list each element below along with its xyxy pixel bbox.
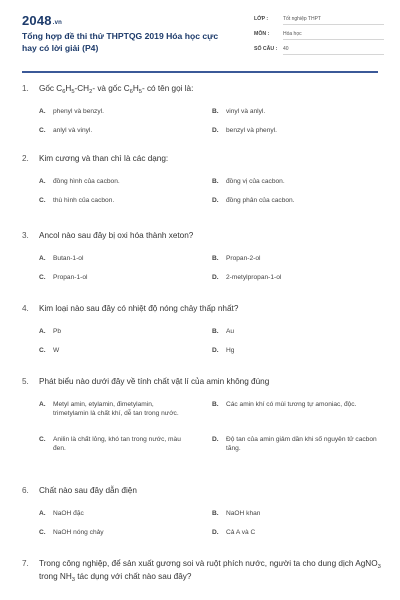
option-text: NaOH nóng chảy [53,529,104,536]
option-text: benzyl và phenyl. [226,127,277,134]
option-text: đồng phân của cacbon. [226,197,295,204]
option-letter: A. [39,108,46,115]
answer-option-a[interactable] [39,509,189,518]
option-letter: A. [39,401,46,408]
question-2 [22,153,384,204]
option-text: vinyl và anlyl. [226,108,266,115]
answer-option-a[interactable] [39,177,189,186]
option-text: Cả A và C [226,529,256,536]
question-7 [22,558,384,584]
header-divider [22,71,378,73]
option-text: phenyl và benzyl. [53,108,104,115]
option-text: Propan-1-ol [53,274,88,281]
option-letter: C. [39,529,46,536]
question-3 [22,230,384,281]
answer-option-b[interactable] [212,509,382,518]
exam-title: Tổng hợp đề thi thử THPTQG 2019 Hóa học cực hay có lời giải (P4) [22,31,219,53]
answer-option-b[interactable] [212,327,382,336]
option-text: Butan-1-ol [53,255,84,262]
question-text: Gốc $C_6H_5-CH_2-$ và gốc $C_6H_5-$ có tên gọi là: [39,84,194,95]
question-stem [22,485,384,497]
answer-option-c[interactable] [39,528,189,537]
question-stem [22,83,384,96]
question-text: Chất nào sau đây dẫn điện [39,486,137,495]
option-text: Metyl amin, etylamin, đimetylamin, trimetylamin là chất khí, dễ tan trong nước. [53,401,179,417]
option-letter: B. [212,401,219,408]
answer-option-b[interactable] [212,177,382,186]
answer-option-d[interactable] [212,273,382,282]
option-letter: B. [212,108,219,115]
option-text: thù hình của cacbon. [53,197,115,204]
option-text: W [53,347,60,354]
answer-option-c[interactable] [39,196,189,205]
answer-option-d[interactable] [212,435,382,453]
option-letter: D. [212,274,219,281]
meta-subject: MÔN : Hóa học [254,29,384,44]
question-stem [22,376,384,388]
option-letter: B. [212,510,219,517]
answer-option-d[interactable] [212,196,382,205]
option-letter: C. [39,274,46,281]
option-text: Anilin là chất lỏng, khó tan trong nước, màu đen. [53,436,181,452]
question-stem [22,153,384,165]
answer-option-a[interactable] [39,327,189,336]
question-number: 5. [22,377,29,386]
option-text: đồng hình của cacbon. [53,178,120,185]
option-letter: A. [39,255,46,262]
question-stem [22,558,384,584]
option-letter: C. [39,127,46,134]
option-letter: D. [212,127,219,134]
question-number: 1. [22,84,29,93]
option-letter: C. [39,197,46,204]
meta-question-count: SỐ CÂU : 40 [254,44,384,59]
answer-option-b[interactable] [212,107,382,116]
option-letter: A. [39,510,46,517]
question-6 [22,485,384,536]
question-text: Ancol nào sau đây bị oxi hóa thành xeton? [39,231,194,240]
answer-option-c[interactable] [39,346,189,355]
question-number: 7. [22,559,29,568]
question-number: 6. [22,486,29,495]
exam-meta [254,14,384,59]
option-text: Propan-2-ol [226,255,261,262]
option-text: NaOH đặc [53,510,84,517]
option-text: Các amin khí có mùi tương tự amoniac, độc. [226,401,357,408]
answer-option-c[interactable] [39,273,189,282]
option-letter: B. [212,255,219,262]
option-text: 2-metylpropan-1-ol [226,274,282,281]
question-5 [22,376,384,452]
question-text: Kim loại nào sau đây có nhiệt độ nóng chảy thấp nhất? [39,304,239,313]
option-text: Au [226,328,235,335]
option-letter: C. [39,347,46,354]
option-text: Hg [226,347,235,354]
question-text: Phát biểu nào dưới đây về tính chất vật lí của amin không đúng [39,377,270,386]
option-text: Pb [53,328,62,335]
question-text: Trong công nghiệp, để sản xuất gương soi và ruột phích nước, người ta cho dung dịch AgNO$_3$ trong $NH_3$ tác dụng với chất nào sau đây? [39,559,381,583]
option-letter: D. [212,529,219,536]
question-text: Kim cương và than chì là các dạng: [39,154,169,163]
answer-option-b[interactable] [212,254,382,263]
question-number: 2. [22,154,29,163]
answer-option-b[interactable] [212,400,382,409]
question-stem [22,303,384,315]
answer-option-c[interactable] [39,435,189,453]
option-text: đồng vị của cacbon. [226,178,285,185]
answer-option-c[interactable] [39,126,189,135]
header [0,0,400,78]
question-number: 3. [22,231,29,240]
answer-option-a[interactable] [39,107,189,116]
answer-option-a[interactable] [39,254,189,263]
question-4 [22,303,384,354]
option-letter: A. [39,328,46,335]
site-logo[interactable]: 2048.vn [22,13,63,28]
option-letter: B. [212,178,219,185]
option-text: anlyl và vinyl. [53,127,93,134]
option-letter: A. [39,178,46,185]
meta-class: LỚP : Tốt nghiệp THPT [254,14,384,29]
option-letter: B. [212,328,219,335]
option-text: NaOH khan [226,510,261,517]
question-1 [22,83,384,134]
answer-option-d[interactable] [212,126,382,135]
option-text: Độ tan của amin giảm dần khi số nguyên tử cacbon tăng. [226,436,377,452]
option-letter: D. [212,197,219,204]
answer-option-d[interactable] [212,528,382,537]
answer-option-a[interactable] [39,400,189,418]
answer-option-d[interactable] [212,346,382,355]
question-number: 4. [22,304,29,313]
question-stem [22,230,384,242]
option-letter: D. [212,347,219,354]
option-letter: C. [39,436,46,443]
option-letter: D. [212,436,219,443]
